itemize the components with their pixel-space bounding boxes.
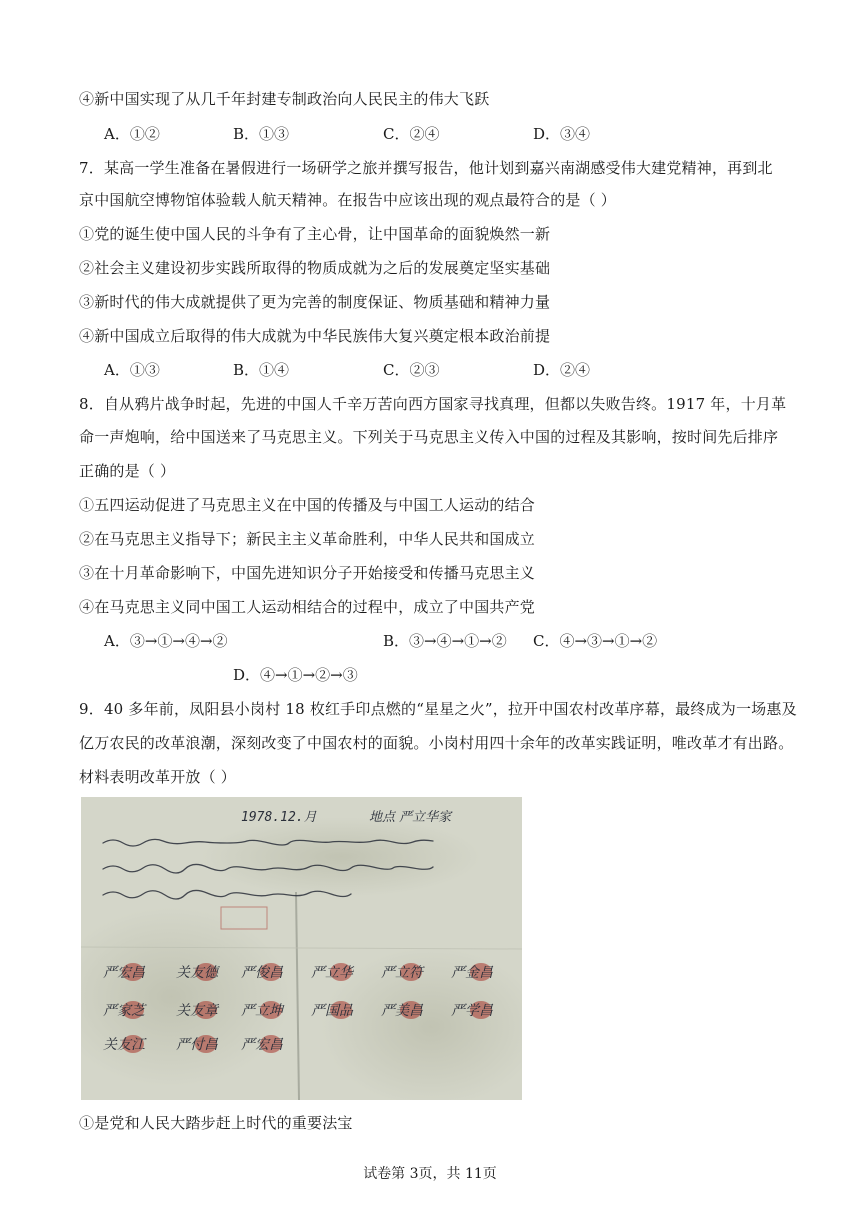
- q7-option-d: D．②④: [533, 361, 591, 379]
- signature-name: 严付昌: [176, 1037, 218, 1053]
- q9-item-1: ①是党和人民大踏步赶上时代的重要法宝: [79, 1114, 353, 1132]
- q7-option-a: A．①③: [104, 361, 160, 379]
- q7-stem-line-1: 7．某高一学生准备在暑假进行一场研学之旅并撰写报告，他计划到嘉兴南湖感受伟大建党精神，再到北: [79, 159, 773, 177]
- signature-name: 严立华: [311, 965, 353, 981]
- q7-item-4: ④新中国成立后取得的伟大成就为中华民族伟大复兴奠定根本政治前提: [79, 327, 551, 345]
- q8-item-4: ④在马克思主义同中国工人运动相结合的过程中，成立了中国共产党: [79, 598, 536, 616]
- q8-item-3: ③在十月革命影响下，中国先进知识分子开始接受和传播马克思主义: [79, 564, 536, 582]
- q8-option-b: B．③→④→①→②: [383, 632, 507, 650]
- q7-item-2: ②社会主义建设初步实践所取得的物质成就为之后的发展奠定坚实基础: [79, 259, 551, 277]
- q7-item-3: ③新时代的伟大成就提供了更为完善的制度保证、物质基础和精神力量: [79, 293, 551, 311]
- q7-stem-line-2: 京中国航空博物馆体验载人航天精神。在报告中应该出现的观点最符合的是（ ）: [79, 191, 616, 209]
- q6-item-4: ④新中国实现了从几千年封建专制政治向人民民主的伟大飞跃: [79, 90, 490, 108]
- q8-stem-line-2: 命一声炮响，给中国送来了马克思主义。下列关于马克思主义传入中国的过程及其影响，按时间先后排序: [79, 428, 779, 446]
- contract-date: 1978.12.月: [241, 810, 317, 825]
- signature-name: 严立符: [381, 965, 423, 981]
- signature-name: 严金昌: [451, 965, 493, 981]
- q9-stem-line-1: 9．40 多年前，凤阳县小岗村 18 枚红手印点燃的“星星之火”，拉开中国农村改革序幕，最终成为一场惠及: [79, 700, 797, 718]
- q7-option-b: B．①④: [233, 361, 290, 379]
- signature-name: 严美昌: [381, 1003, 423, 1019]
- q8-stem-line-3: 正确的是（ ）: [79, 462, 176, 480]
- contract-header-right: 地点 严立华家: [369, 810, 452, 825]
- q6-option-c: C．②④: [383, 125, 440, 143]
- q7-item-1: ①党的诞生使中国人民的斗争有了主心骨，让中国革命的面貌焕然一新: [79, 225, 551, 243]
- signature-name: 严国品: [311, 1003, 353, 1019]
- signature-name: 关友德: [176, 965, 218, 981]
- q9-stem-line-2: 亿万农民的改革浪潮，深刻改变了中国农村的面貌。小岗村用四十余年的改革实践证明，唯改革才有出路。: [79, 734, 794, 752]
- xiaogang-contract-photo: [81, 797, 522, 1100]
- q7-option-c: C．②③: [383, 361, 440, 379]
- signature-name: 严家芝: [103, 1003, 145, 1019]
- signature-name: 严宏昌: [241, 1037, 283, 1053]
- q8-stem-line-1: 8．自从鸦片战争时起，先进的中国人千辛万苦向西方国家寻找真理，但都以失败告终。1917 年，十月革: [79, 395, 787, 413]
- signature-name: 关友章: [176, 1003, 218, 1019]
- q8-option-a: A．③→①→④→②: [104, 632, 228, 650]
- signature-name: 严俊昌: [241, 965, 283, 981]
- q8-option-d: D．④→①→②→③: [233, 666, 358, 684]
- q8-option-c: C．④→③→①→②: [533, 632, 658, 650]
- signature-name: 严宏昌: [103, 965, 145, 981]
- signature-name: 严立坤: [241, 1003, 283, 1019]
- q6-option-d: D．③④: [533, 125, 591, 143]
- q6-option-b: B．①③: [233, 125, 290, 143]
- page-footer: 试卷第 3页，共 11页: [363, 1166, 497, 1182]
- q8-item-2: ②在马克思主义指导下；新民主主义革命胜利，中华人民共和国成立: [79, 530, 536, 548]
- q9-stem-line-3: 材料表明改革开放（ ）: [79, 768, 236, 786]
- q8-item-1: ①五四运动促进了马克思主义在中国的传播及与中国工人运动的结合: [79, 496, 536, 514]
- signature-name: 关友江: [103, 1037, 145, 1053]
- signature-name: 严学昌: [451, 1003, 493, 1019]
- q6-option-a: A．①②: [104, 125, 160, 143]
